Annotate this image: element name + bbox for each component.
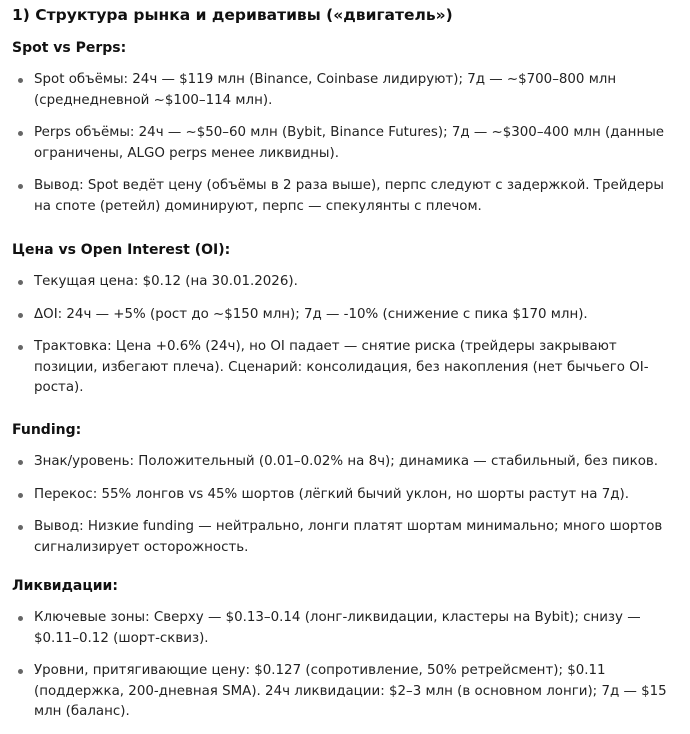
- bullet-dot: [18, 493, 23, 498]
- section-heading: Цена vs Open Interest (OI):: [12, 242, 231, 258]
- document-title: 1) Структура рынка и деривативы («двигатель»): [12, 6, 453, 24]
- bullet-dot: [18, 78, 23, 83]
- bullet-dot: [18, 345, 23, 350]
- section-heading: Ликвидации:: [12, 578, 118, 594]
- list-item: Текущая цена: $0.12 (на 30.01.2026).: [12, 272, 682, 293]
- section-spot-vs-perps: [12, 38, 682, 217]
- bullet-dot: [18, 131, 23, 136]
- list-item: Уровни, притягивающие цену: $0.127 (сопротивление, 50% ретрейсмент); $0.11 (поддержка, 200-дневная SMA). 24ч ликвидации: $2–3 млн (в основном лонги); 7д — $15 млн (баланс).: [12, 661, 682, 723]
- list-item: Вывод: Spot ведёт цену (объёмы в 2 раза выше), перпс следуют с задержкой. Трейдеры на споте (ретейл) доминируют, перпс — спекулянты с плечом.: [12, 176, 682, 217]
- bullet-dot: [18, 184, 23, 189]
- list-item: Вывод: Низкие funding — нейтрально, лонги платят шортам минимально; много шортов сигнализирует осторожность.: [12, 517, 682, 558]
- list-item: Ключевые зоны: Сверху — $0.13–0.14 (лонг-ликвидации, кластеры на Bybit); снизу — $0.11–0.12 (шорт-сквиз).: [12, 608, 682, 649]
- bullet-list: [12, 272, 682, 399]
- section-price-vs-oi: [12, 240, 682, 399]
- list-item: Perps объёмы: 24ч — ~$50–60 млн (Bybit, Binance Futures); 7д — ~$300–400 млн (данные ограничены, ALGO perps менее ликвидны).: [12, 123, 682, 164]
- list-item: Трактовка: Цена +0.6% (24ч), но OI падает — снятие риска (трейдеры закрывают позиции, избегают плеча). Сценарий: консолидация, без накопления (нет бычьего OI-роста).: [12, 337, 682, 399]
- section-heading: Spot vs Perps:: [12, 40, 127, 56]
- list-item: Перекос: 55% лонгов vs 45% шортов (лёгкий бычий уклон, но шорты растут на 7д).: [12, 485, 682, 506]
- list-item: ΔOI: 24ч — +5% (рост до ~$150 млн); 7д — -10% (снижение с пика $170 млн).: [12, 305, 682, 326]
- list-item: Spot объёмы: 24ч — $119 млн (Binance, Coinbase лидируют); 7д — ~$700–800 млн (среднедневной ~$100–114 млн).: [12, 70, 682, 111]
- section-heading: Funding:: [12, 422, 82, 438]
- list-item: Знак/уровень: Положительный (0.01–0.02% на 8ч); динамика — стабильный, без пиков.: [12, 452, 682, 473]
- bullet-dot: [18, 460, 23, 465]
- bullet-dot: [18, 280, 23, 285]
- section-liquidations: [12, 576, 682, 723]
- bullet-dot: [18, 669, 23, 674]
- bullet-list: [12, 70, 682, 217]
- bullet-list: [12, 452, 682, 558]
- bullet-dot: [18, 525, 23, 530]
- bullet-dot: [18, 616, 23, 621]
- section-funding: [12, 420, 682, 558]
- bullet-list: [12, 608, 682, 723]
- bullet-dot: [18, 313, 23, 318]
